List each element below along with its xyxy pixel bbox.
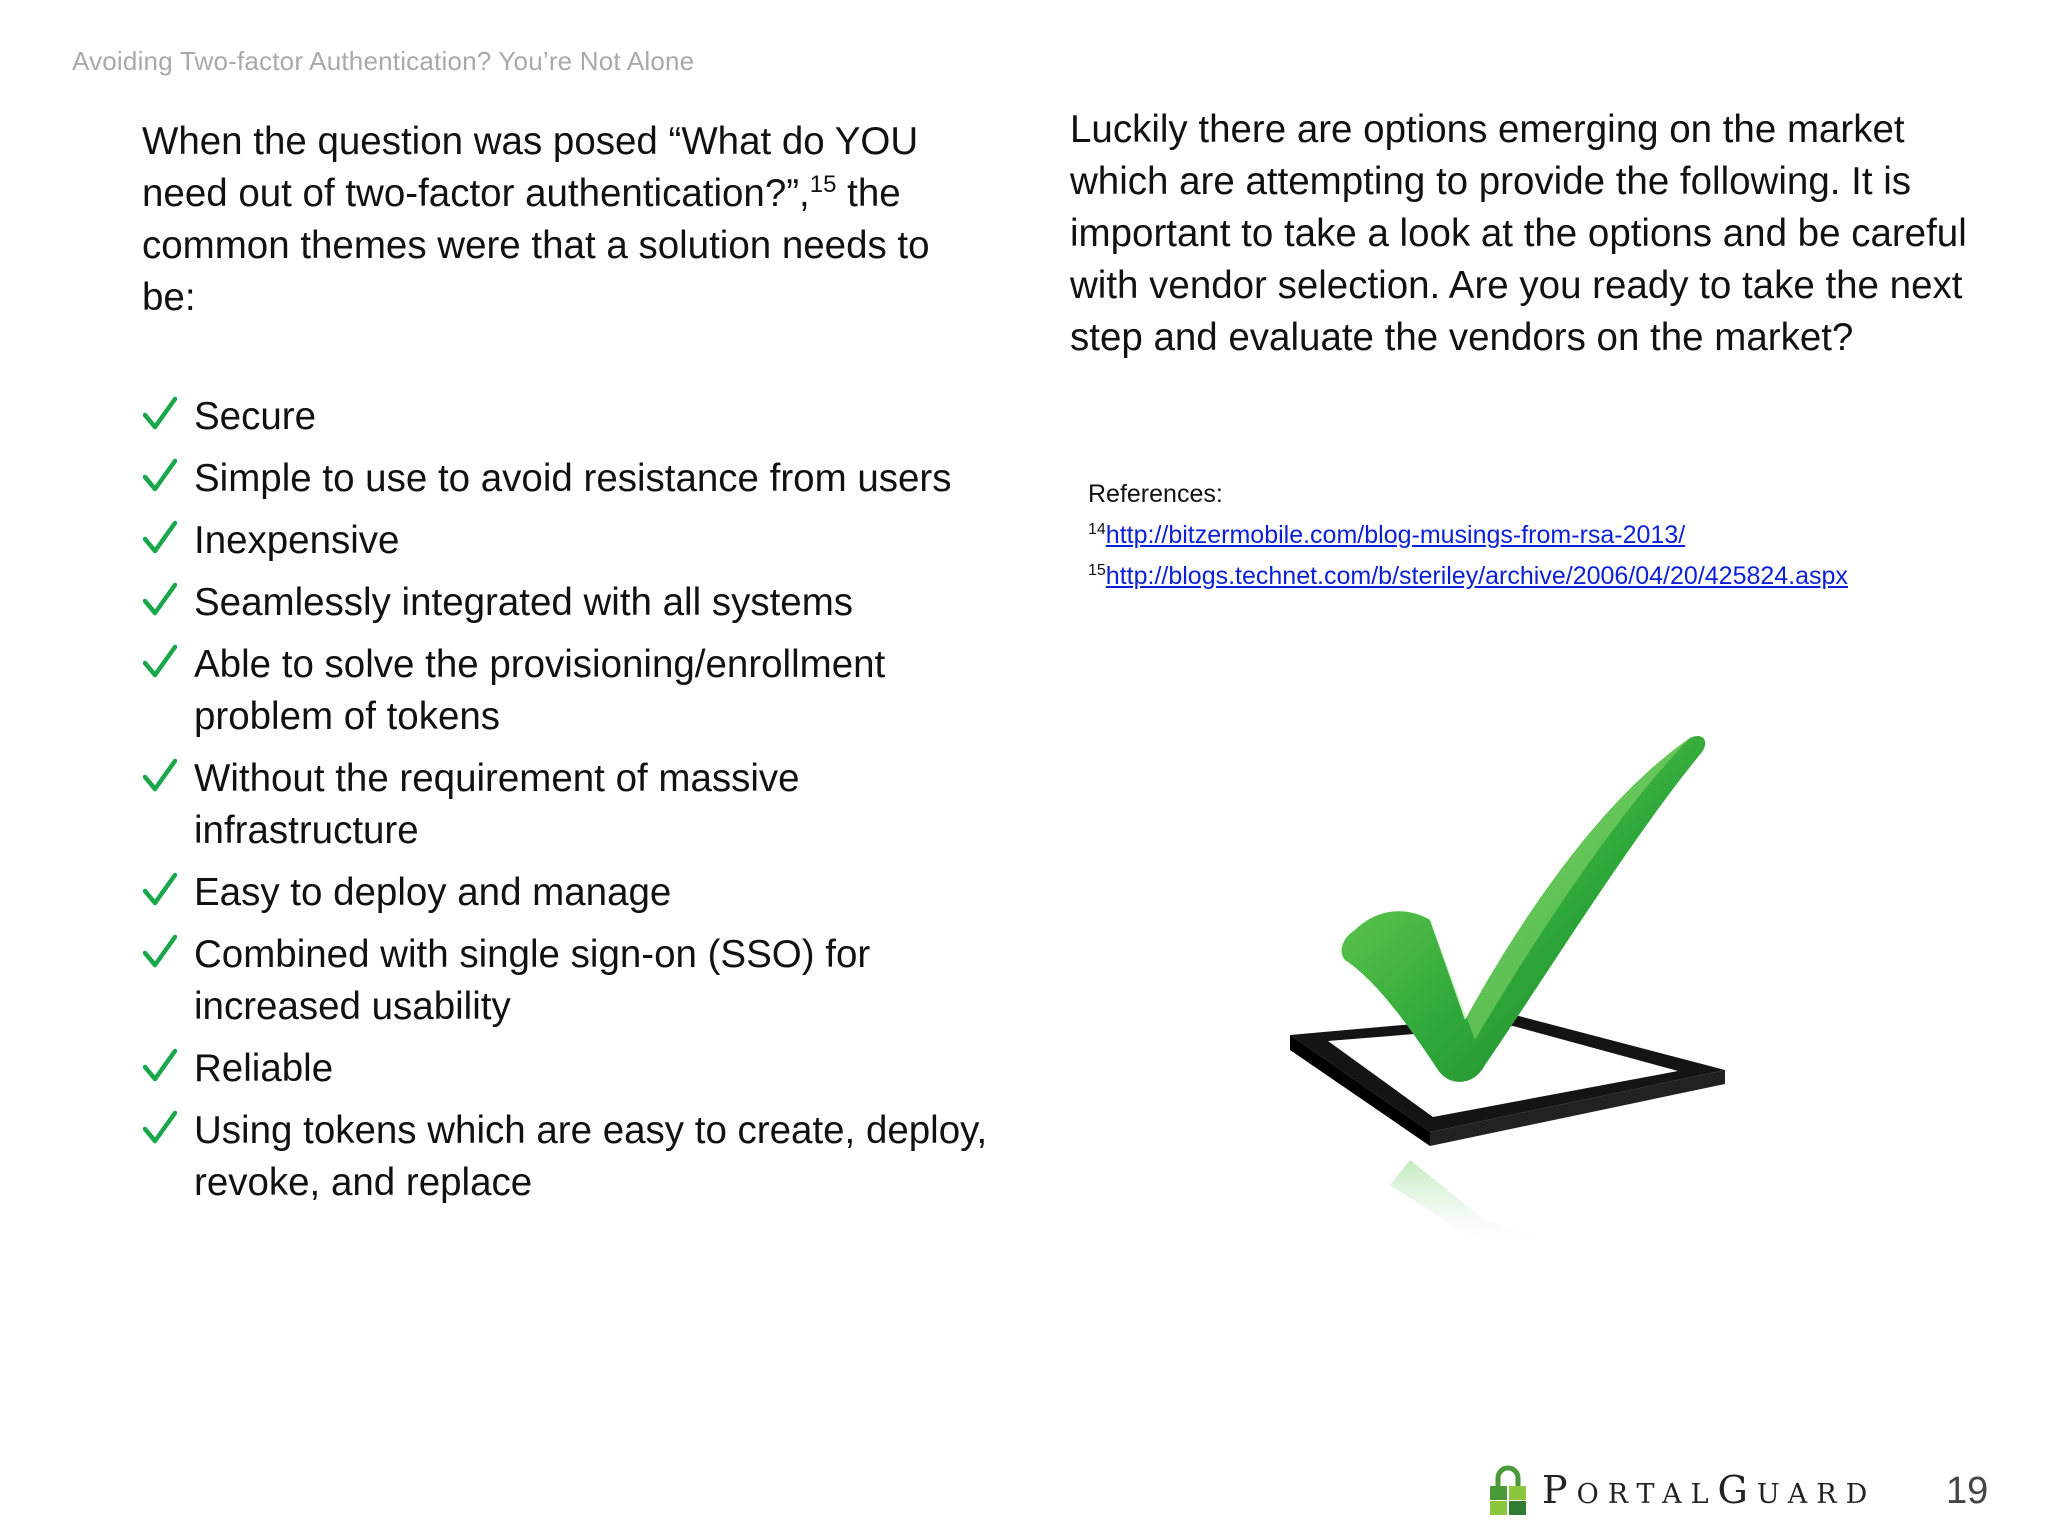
list-item xyxy=(142,391,1002,443)
list-item-text: Able to solve the provisioning/enrollment problem of tokens xyxy=(194,643,886,738)
right-column xyxy=(1070,104,1970,364)
list-item xyxy=(142,1105,1002,1209)
list-item-text: Inexpensive xyxy=(194,519,400,562)
references xyxy=(1088,474,1988,597)
check-icon xyxy=(142,639,178,685)
list-item xyxy=(142,1043,1002,1095)
list-item xyxy=(142,639,1002,743)
check-icon xyxy=(142,391,178,437)
list-item-text: Without the requirement of massive infrastructure xyxy=(194,757,800,852)
running-header: Avoiding Two-factor Authentication? You’re Not Alone xyxy=(72,46,695,76)
check-icon xyxy=(142,515,178,561)
brand-name: PortalGuard xyxy=(1542,1468,1877,1512)
check-icon xyxy=(142,1043,178,1089)
footnote-marker: 15 xyxy=(809,171,837,198)
check-icon xyxy=(142,1105,178,1151)
reference-number: 14 xyxy=(1088,521,1106,538)
reference-item xyxy=(1088,515,1988,556)
check-icon xyxy=(142,453,178,499)
intro-text-before: When the question was posed “What do YOU need out of two-factor authentication?”, xyxy=(142,120,919,215)
left-column xyxy=(142,116,972,324)
checkbox-checkmark-illustration xyxy=(1270,720,1740,1260)
reference-link[interactable]: http://bitzermobile.com/blog-musings-from-rsa-2013/ xyxy=(1105,521,1686,549)
list-item-text: Using tokens which are easy to create, deploy, revoke, and replace xyxy=(194,1109,988,1204)
list-item xyxy=(142,867,1002,919)
check-icon xyxy=(142,577,178,623)
reference-link[interactable]: http://blogs.technet.com/b/steriley/archive/2006/04/20/425824.aspx xyxy=(1105,562,1848,590)
requirements-list xyxy=(142,391,1002,1219)
page-number: 19 xyxy=(1946,1470,1989,1512)
list-item xyxy=(142,515,1002,567)
list-item-text: Combined with single sign-on (SSO) for increased usability xyxy=(194,933,871,1028)
list-item-text: Reliable xyxy=(194,1047,334,1090)
check-icon xyxy=(142,753,178,799)
list-item-text: Easy to deploy and manage xyxy=(194,871,672,914)
check-icon xyxy=(142,929,178,975)
lock-logo-icon xyxy=(1488,1464,1528,1516)
list-item xyxy=(142,453,1002,505)
vendor-paragraph: Luckily there are options emerging on the market which are attempting to provide the following. It is important to take a look at the options and be careful with vendor selection. Are you ready to take the next step and evaluate the vendors on the market? xyxy=(1070,108,1967,359)
list-item-text: Secure xyxy=(194,395,316,438)
reference-item xyxy=(1088,556,1988,597)
list-item xyxy=(142,577,1002,629)
references-title: References: xyxy=(1088,480,1223,508)
portalguard-logo xyxy=(1488,1462,1876,1518)
list-item xyxy=(142,929,1002,1033)
list-item xyxy=(142,753,1002,857)
list-item-text: Simple to use to avoid resistance from users xyxy=(194,457,952,500)
list-item-text: Seamlessly integrated with all systems xyxy=(194,581,854,624)
reference-number: 15 xyxy=(1088,562,1106,579)
intro-text-after: the common themes were that a solution needs to be: xyxy=(142,172,930,319)
intro-paragraph xyxy=(142,116,972,324)
check-icon xyxy=(142,867,178,913)
